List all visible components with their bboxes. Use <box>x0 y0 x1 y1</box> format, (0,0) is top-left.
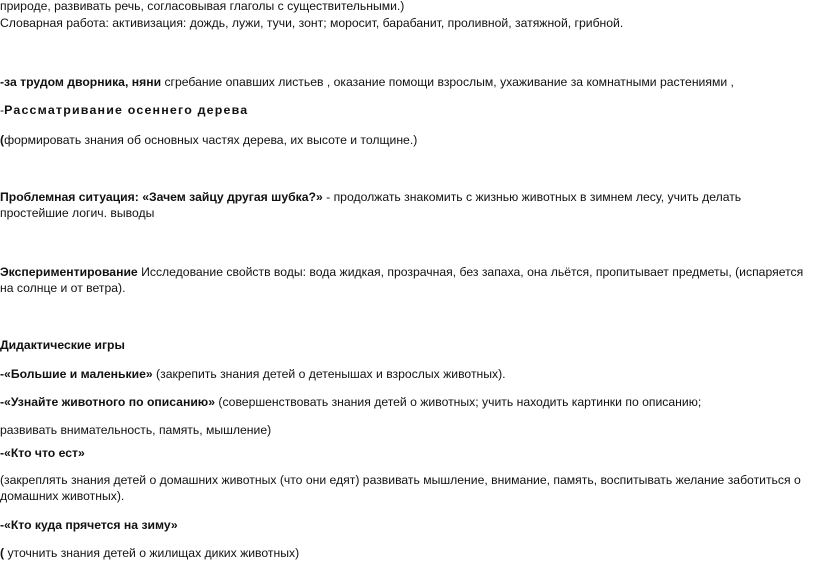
text-line-game-4-goal <box>0 545 806 561</box>
paragraph-text: (закрепить знания детей о детенышах и взрослых животных). <box>152 367 506 381</box>
bold-heading: Дидактические игры <box>0 338 125 352</box>
bold-heading: -«Узнайте животного по описанию» <box>0 395 215 409</box>
bold-heading: -«Кто что ест» <box>0 446 85 460</box>
text-line-game-2 <box>0 394 806 410</box>
paragraph-text: (закреплять знания детей о домашних животных (что они едят) развивать мышление, внимание, память, воспитывать желание заботиться о домашних животных). <box>0 473 801 503</box>
text-line-game-3-goal <box>0 472 806 504</box>
bold-heading: Рассматривание осеннего дерева <box>4 103 249 117</box>
text-line-vocabulary <box>0 15 806 31</box>
paragraph-text: Словарная работа: активизация: дождь, лужи, тучи, зонт; моросит, барабанит, проливной, затяжной, грибной. <box>0 16 624 30</box>
bold-heading: -«Большие и маленькие» <box>0 367 153 381</box>
text-line-experiment <box>0 264 806 296</box>
paragraph-text: развивать внимательность, память, мышление) <box>0 423 272 437</box>
paragraph-text: (совершенствовать знания детей о животных; учить находить картинки по описанию; <box>215 395 702 409</box>
paragraph-text: Исследование свойств воды: вода жидкая, прозрачная, без запаха, она льётся, пропитывает предметы, (испаряется на солнце и от ветра). <box>0 265 804 295</box>
text-line-game-4 <box>0 517 806 533</box>
text-line-labor <box>0 74 806 90</box>
dash-prefix: - <box>0 103 5 117</box>
bold-heading: Проблемная ситуация: «Зачем зайцу другая шубка?» <box>0 190 323 204</box>
paragraph-text: сгребание опавших листьев , оказание помощи взрослым, ухаживание за комнатными растениями , <box>161 75 734 89</box>
text-line-1 <box>0 0 806 14</box>
text-line-didactic <box>0 337 806 353</box>
paragraph-text: природе, развивать речь, согласовывая глаголы с существительными.) <box>0 0 405 13</box>
paren-prefix: ( <box>0 133 5 147</box>
text-line-tree <box>0 102 806 118</box>
bold-heading: Экспериментирование <box>0 265 138 279</box>
bold-heading: -за трудом дворника, няни <box>0 75 162 89</box>
text-line-problem <box>0 189 806 221</box>
text-line-game-1 <box>0 366 806 382</box>
paragraph-text: - продолжать знакомить с жизнью животных в зимнем лесу, учить делать простейшие логич. выводы <box>0 190 742 220</box>
text-line-game-3 <box>0 445 806 461</box>
paren-prefix: ( <box>0 546 8 560</box>
text-line-game-2-cont <box>0 422 806 438</box>
paragraph-text: формировать знания об основных частях дерева, их высоте и толщине.) <box>4 133 418 147</box>
text-line-tree-goal <box>0 132 806 148</box>
paragraph-text: уточнить знания детей о жилищах диких животных) <box>7 546 300 560</box>
bold-heading: -«Кто куда прячется на зиму» <box>0 518 178 532</box>
